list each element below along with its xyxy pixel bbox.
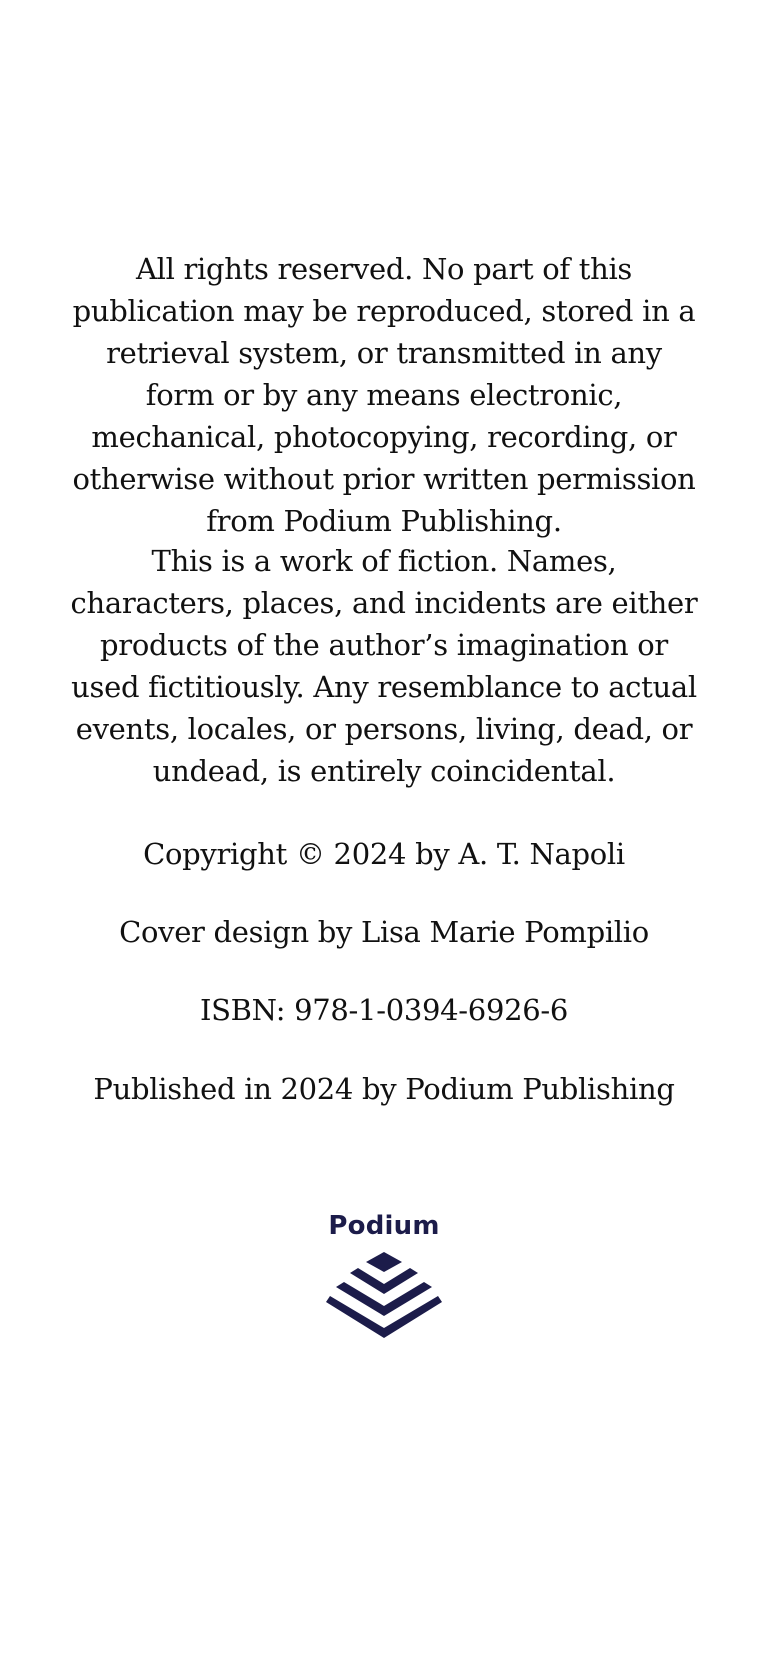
rights-reserved-text: All rights reserved. No part of this publication may be reproduced, stored in a retrieval system, or transmitted in any form or by any means electronic, mechanical, photocopying, recording, or otherwise without prior written permission from Podium Publishing. bbox=[72, 252, 696, 538]
publisher-line: Published in 2024 by Podium Publishing bbox=[93, 1072, 675, 1106]
cover-design-credit: Cover design by Lisa Marie Pompilio bbox=[119, 915, 649, 949]
podium-wordmark: Podium bbox=[328, 1211, 440, 1241]
rights-reserved-paragraph bbox=[70, 248, 698, 542]
isbn-line: ISBN: 978-1-0394-6926-6 bbox=[199, 993, 569, 1027]
podium-stack-icon bbox=[326, 1252, 442, 1348]
copyright-line: Copyright © 2024 by A. T. Napoli bbox=[143, 837, 625, 871]
fiction-disclaimer-paragraph bbox=[70, 540, 698, 792]
podium-logo bbox=[314, 1210, 454, 1350]
fiction-disclaimer-text: This is a work of fiction. Names, characters, places, and incidents are either products of the author’s imagination or used fictitiously. Any resemblance to actual events, locales, or persons, living, dead, or undead, is entirely coincidental. bbox=[70, 544, 698, 788]
